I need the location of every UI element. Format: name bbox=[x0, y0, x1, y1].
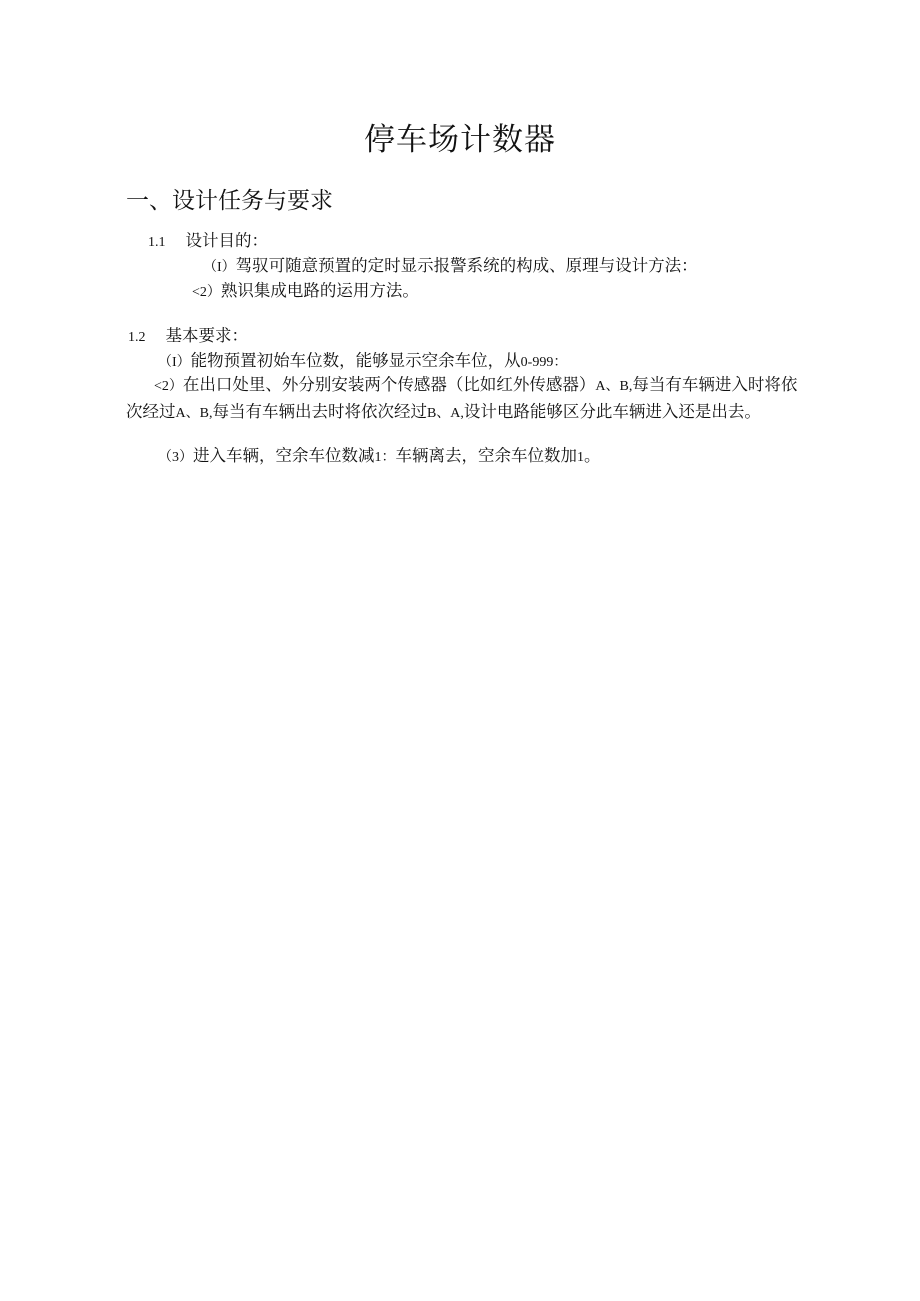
item-text: 每当有车辆进入时将依次经过 bbox=[126, 375, 798, 421]
number-value: 1： bbox=[374, 450, 396, 465]
subsection-number: 1.1 bbox=[148, 235, 166, 250]
subsection-number: 1.2 bbox=[128, 330, 146, 345]
item-text: 设计电路能够区分此车辆进入还是出去。 bbox=[463, 402, 761, 421]
list-item bbox=[158, 444, 601, 470]
sensor-order: A、B, bbox=[175, 406, 213, 421]
item-text: 驾驭可随意预置的定时显示报警系统的构成、原理与设计方法： bbox=[235, 256, 698, 275]
item-text: 进入车辆，空余车位数减 bbox=[193, 446, 375, 465]
item-text: 熟识集成电路的运用方法。 bbox=[220, 281, 419, 300]
item-marker: <2） bbox=[154, 379, 183, 394]
item-text: 车辆离去，空余车位数加 bbox=[395, 446, 577, 465]
subsection-label: 基本要求： bbox=[165, 326, 248, 345]
item-marker: （I） bbox=[203, 260, 236, 275]
sensor-order: B、A, bbox=[426, 406, 464, 421]
section-heading: 一、设计任务与要求 bbox=[126, 188, 333, 214]
list-item-paragraph bbox=[126, 372, 798, 426]
list-item bbox=[192, 279, 419, 305]
list-item bbox=[203, 254, 698, 280]
item-marker: （3） bbox=[158, 450, 193, 465]
item-text: 每当有车辆出去时将依次经过 bbox=[212, 402, 427, 421]
item-marker: <2） bbox=[192, 285, 221, 300]
number-value: 1 bbox=[577, 450, 584, 465]
subsection-1-2 bbox=[128, 324, 248, 350]
subsection-1-1 bbox=[148, 229, 268, 255]
item-text: 。 bbox=[584, 446, 601, 465]
range-value: 0-999： bbox=[520, 355, 568, 370]
item-text: 能物预置初始车位数，能够显示空余车位，从 bbox=[190, 351, 521, 370]
item-marker: （I） bbox=[158, 355, 191, 370]
document-title: 停车场计数器 bbox=[364, 122, 556, 158]
subsection-label: 设计目的： bbox=[185, 231, 268, 250]
sensor-order: A、B, bbox=[595, 379, 633, 394]
item-text: 在出口处里、外分别安装两个传感器（比如红外传感器） bbox=[182, 375, 596, 394]
